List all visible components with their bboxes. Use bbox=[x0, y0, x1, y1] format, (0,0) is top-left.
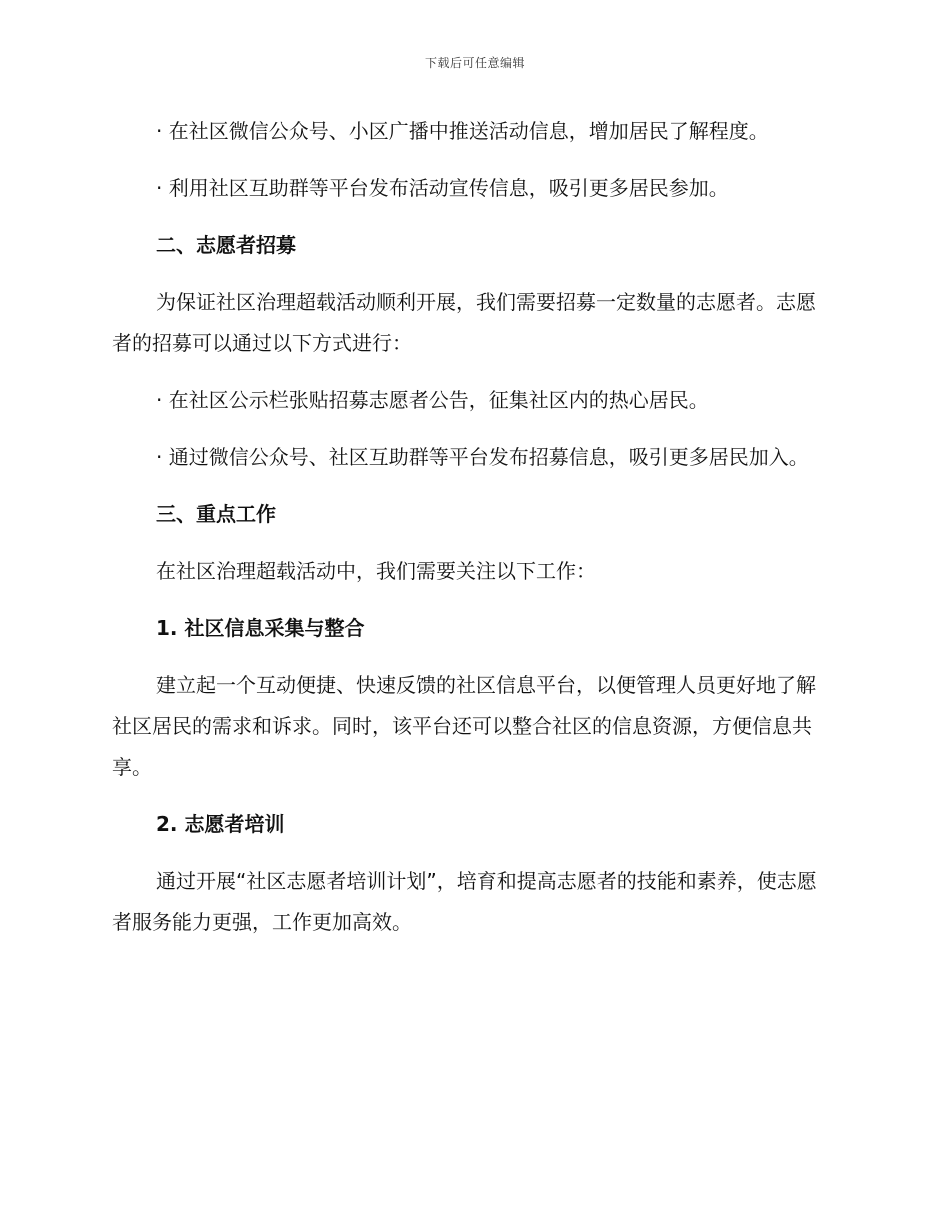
section-heading-key-work: 三、重点工作 bbox=[156, 502, 276, 526]
page-header-note: 下载后可任意编辑 bbox=[424, 56, 525, 70]
bullet-paragraph-online-recruitment: · 通过微信公众号、社区互助群等平台发布招募信息，吸引更多居民加入。 bbox=[156, 445, 809, 469]
bullet-paragraph-wechat-broadcast: · 在社区微信公众号、小区广播中推送活动信息，增加居民了解程度。 bbox=[156, 119, 769, 143]
section-heading-volunteer-recruitment: 二、志愿者招募 bbox=[156, 233, 296, 257]
paragraph-key-work-intro: 在社区治理超载活动中，我们需要关注以下工作： bbox=[156, 559, 596, 583]
bullet-paragraph-mutual-aid-group: · 利用社区互助群等平台发布活动宣传信息，吸引更多居民参加。 bbox=[156, 176, 729, 200]
bullet-paragraph-bulletin-board: · 在社区公示栏张贴招募志愿者公告，征集社区内的热心居民。 bbox=[156, 388, 709, 412]
document-body bbox=[112, 111, 834, 959]
subheading-info-collection: 1. 社区信息采集与整合 bbox=[156, 616, 365, 640]
paragraph-training-plan: 通过开展“社区志愿者培训计划”，培育和提高志愿者的技能和素养，使志愿者服务能力更强，工作更加高效。 bbox=[112, 869, 817, 934]
subheading-volunteer-training: 2. 志愿者培训 bbox=[156, 812, 285, 836]
paragraph-recruitment-intro: 为保证社区治理超载活动顺利开展，我们需要招募一定数量的志愿者。志愿者的招募可以通过以下方式进行： bbox=[112, 290, 816, 355]
paragraph-info-platform: 建立起一个互动便捷、快速反馈的社区信息平台，以便管理人员更好地了解社区居民的需求和诉求。同时，该平台还可以整合社区的信息资源，方便信息共享。 bbox=[112, 673, 816, 779]
